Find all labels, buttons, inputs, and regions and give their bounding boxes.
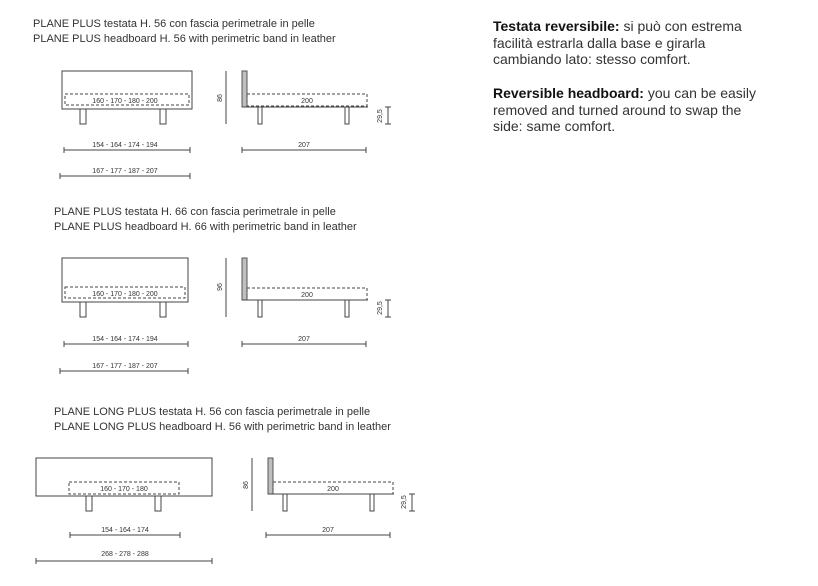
product-3-title-it: PLANE LONG PLUS testata H. 56 con fascia perimetrale in pelle [54,406,371,418]
product-1-title-en: PLANE PLUS headboard H. 56 with perimetric band in leather [33,33,336,45]
info-english [493,85,763,135]
product-1-overall-widths: 167 - 177 - 187 - 207 [92,168,158,175]
product-3-front-view [36,458,212,564]
product-2-mattress-length: 200 [301,292,313,299]
product-2-mattress-widths: 160 - 170 - 180 - 200 [92,291,158,298]
product-2-height: 96 [217,283,224,291]
product-1-height: 86 [217,94,224,102]
product-1-title-it: PLANE PLUS testata H. 56 con fascia perimetrale in pelle [33,18,315,30]
product-2-leg-height: 29,5 [377,301,384,315]
product-1-leg-height: 29,5 [377,109,384,123]
product-2-overall-widths: 167 - 177 - 187 - 207 [92,363,158,370]
product-3-title-en: PLANE LONG PLUS headboard H. 56 with perimetric band in leather [54,421,391,433]
info-english-text: you can be easily removed and turned around to swap the side: same comfort. [493,85,757,134]
product-3-mattress-widths: 160 - 170 - 180 [100,486,148,493]
info-italian-text: si può con estrema facilità estrarla dalla base e girarla cambiando lato: stesso comfort. [493,18,742,67]
product-1-mattress-length: 200 [301,98,313,105]
product-2-bed-widths: 154 - 164 - 174 - 194 [92,336,158,343]
info-italian [493,18,763,68]
product-1-overall-length: 207 [298,142,310,149]
product-3-side-view [243,458,415,538]
product-2-overall-length: 207 [298,336,310,343]
product-1-mattress-widths: 160 - 170 - 180 - 200 [92,98,158,105]
product-3-overall-widths: 268 - 278 - 288 [101,551,149,558]
product-2-title-en: PLANE PLUS headboard H. 66 with perimetric band in leather [54,221,357,233]
product-3-bed-widths: 154 - 164 - 174 [101,527,149,534]
product-3-mattress-length: 200 [327,486,339,493]
product-3-height: 86 [243,481,250,489]
product-3-overall-length: 207 [322,527,334,534]
product-1-bed-widths: 154 - 164 - 174 - 194 [92,142,158,149]
info-english-label: Reversible headboard: [493,85,644,101]
product-3-leg-height: 29,5 [401,495,408,509]
info-italian-label: Testata reversibile: [493,18,620,34]
product-2-title-it: PLANE PLUS testata H. 66 con fascia perimetrale in pelle [54,206,336,218]
